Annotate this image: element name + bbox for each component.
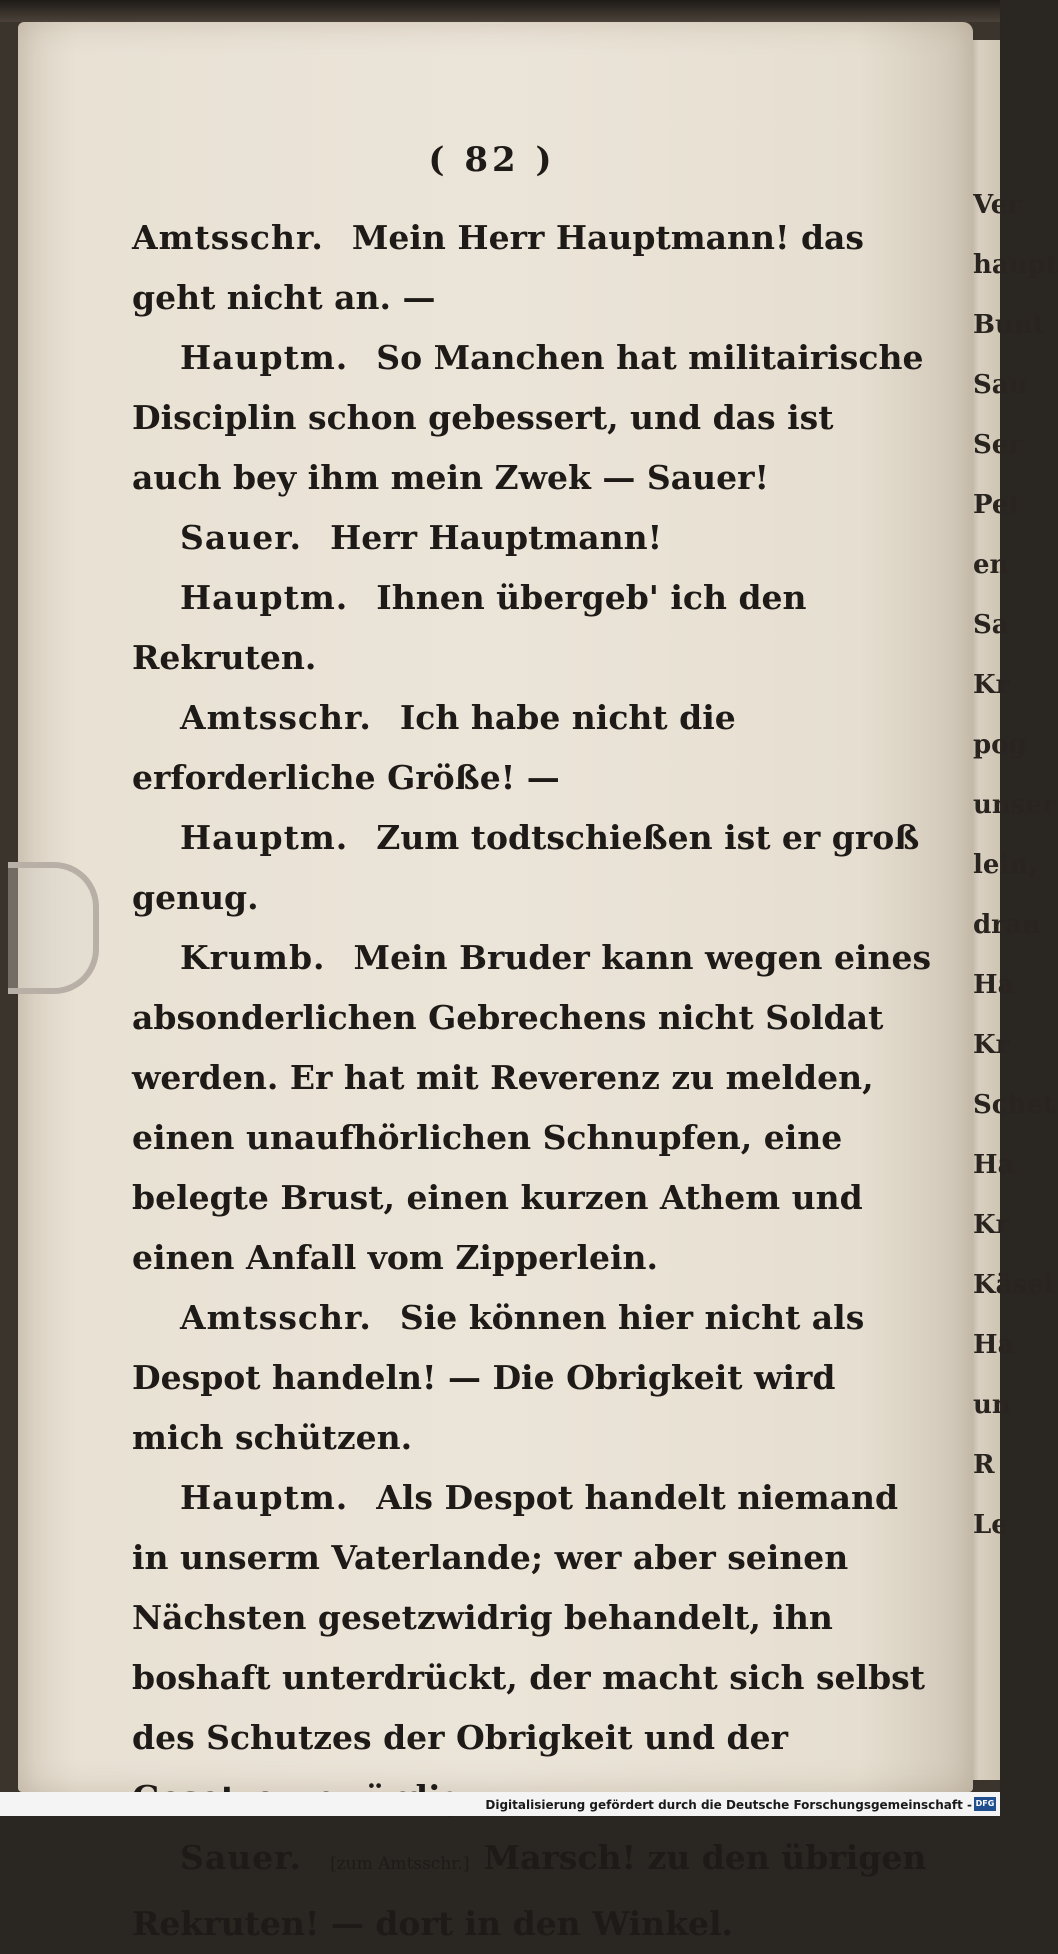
adjacent-page-fragment: Kr: [973, 1030, 1010, 1060]
line-text: So Manchen hat militairische Disciplin schon gebessert, und das ist auch bey ihm mein Zwek — Sauer!: [132, 338, 924, 497]
adjacent-page-fragment: lein,: [973, 850, 1038, 880]
speaker-name: Sauer.: [180, 1838, 303, 1877]
adjacent-page-fragment: dran: [973, 910, 1041, 940]
page-number: ( 82 ): [428, 140, 556, 180]
adjacent-page-fragment: Ha: [973, 970, 1015, 1000]
dfg-logo: DFG: [974, 1797, 996, 1811]
dialogue-line: [132, 1468, 932, 1828]
adjacent-page-fragment: unser: [973, 790, 1056, 820]
dialogue-line: [132, 508, 932, 568]
speaker-name: Amtsschr.: [180, 1298, 372, 1337]
speaker-name: Amtsschr.: [180, 698, 372, 737]
adjacent-page-fragment: Pet: [973, 490, 1021, 520]
adjacent-page-fragment: Schet: [973, 1090, 1056, 1120]
dialogue-line: [132, 1288, 932, 1468]
dialogue-line: [132, 568, 932, 688]
line-text: Mein Herr Hauptmann! das geht nicht an. —: [132, 218, 865, 317]
speaker-name: Amtsschr.: [132, 218, 324, 257]
speaker-name: Hauptm.: [180, 1478, 349, 1517]
adjacent-page-fragment: en: [973, 550, 1009, 580]
dialogue-line: [132, 1828, 932, 1954]
dialogue-line: [132, 688, 932, 808]
adjacent-page-fragment: haupt: [973, 250, 1058, 280]
speaker-name: Sauer.: [180, 518, 303, 557]
line-text: Sie können hier nicht als Despot handeln! — Die Obrigkeit wird mich schützen.: [132, 1298, 865, 1457]
speaker-name: Hauptm.: [180, 578, 349, 617]
adjacent-page-fragment: un: [973, 1390, 1011, 1420]
line-text: Mein Bruder kann wegen eines absonderlichen Gebrechens nicht Soldat werden. Er hat mit Reverenz zu melden, einen unaufhörlichen Schnupfen, eine belegte Brust, einen kurzen Athem und einen Anfall vom Zipperlein.: [132, 938, 932, 1277]
adjacent-page-fragment: Ha: [973, 1330, 1015, 1360]
adjacent-page-fragment: Ser: [973, 430, 1023, 460]
dialogue-line: [132, 328, 932, 508]
line-text: Zum todtschießen ist er groß genug.: [132, 818, 920, 917]
adjacent-page-fragment: Sa: [973, 610, 1009, 640]
stage-direction: [zum Amtsschr.]: [330, 1854, 470, 1874]
digitization-credit: Digitalisierung gefördert durch die Deutsche Forschungsgemeinschaft -: [485, 1798, 972, 1812]
adjacent-page-fragment: Sau: [973, 370, 1028, 400]
adjacent-page-fragment: R: [973, 1450, 995, 1480]
line-text: Herr Hauptmann!: [330, 518, 663, 557]
page-clip: [8, 862, 99, 994]
adjacent-page-fragment: Käsel: [973, 1270, 1054, 1300]
line-text: Marsch! zu den übrigen Rekruten! — dort in den Winkel.: [132, 1838, 927, 1943]
adjacent-page-fragment: pog: [973, 730, 1027, 760]
page-text: [132, 140, 932, 1954]
line-text: Als Despot handelt niemand in unserm Vaterlande; wer aber seinen Nächsten gesetzwidrig behandelt, ihn boshaft unterdrückt, der macht sich selbst des Schutzes der Obrigkeit und der: [132, 1478, 925, 1757]
adjacent-page-fragment: Ha: [973, 1150, 1015, 1180]
adjacent-page-fragment: Bunt: [973, 310, 1045, 340]
dialogue-line: [132, 208, 932, 328]
speaker-name: Hauptm.: [180, 338, 349, 377]
book-top-edge: [0, 0, 1000, 22]
line-text: Ihnen übergeb' ich den Rekruten.: [132, 578, 807, 677]
speaker-name: Krumb.: [180, 938, 326, 977]
dialogue-line: [132, 808, 932, 928]
adjacent-page-fragment: Le: [973, 1510, 1008, 1540]
adjacent-page-fragment: Kr: [973, 1210, 1010, 1240]
adjacent-page-fragment: Kr: [973, 670, 1010, 700]
dialogue: [132, 208, 932, 1954]
adjacent-page-fragment: Ver: [973, 190, 1022, 220]
speaker-name: Hauptm.: [180, 818, 349, 857]
dialogue-line: [132, 928, 932, 1288]
line-text: Ich habe nicht die erforderliche Größe! —: [132, 698, 736, 797]
